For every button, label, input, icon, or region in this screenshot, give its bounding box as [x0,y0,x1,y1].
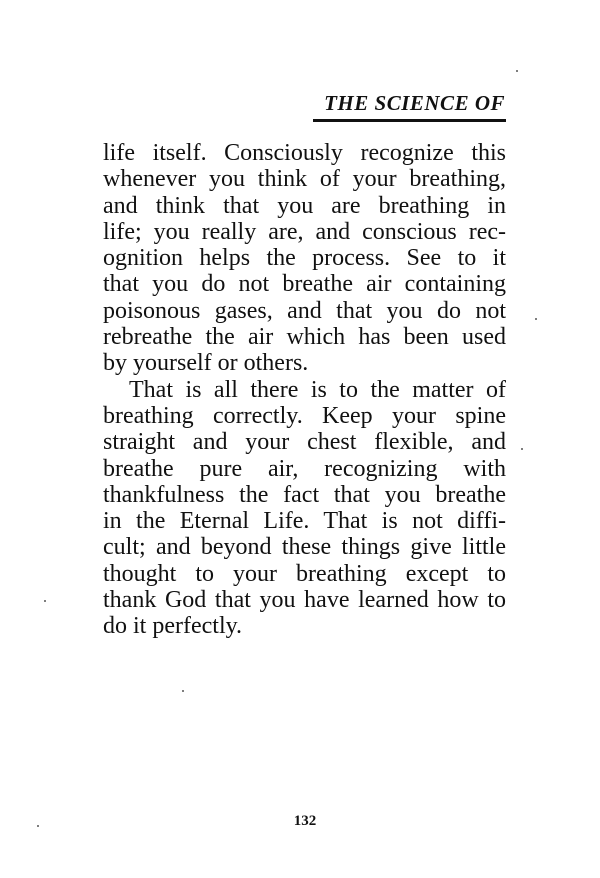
running-title: THE SCIENCE OF [324,91,505,115]
text-line: breathing correctly. Keep your spine [103,402,506,429]
text-line: and think that you are breathing in [103,192,506,219]
text-line: life itself. Consciously recognize this [103,140,506,166]
page-number: 132 [293,813,317,829]
text-line: thought to your breathing except to [103,560,506,587]
text-line: cult; and beyond these things give little [103,534,506,561]
paragraph-1 [103,140,506,377]
text-line: thankfulness the fact that you breathe [103,481,506,508]
scan-speck [521,448,523,450]
header-rule [313,119,506,122]
text-line: rebreathe the air which has been used [103,324,506,351]
text-line: straight and your chest flexible, and [103,429,506,456]
scan-speck [37,825,39,827]
text-line: whenever you think of your breathing, [103,166,506,193]
text-line: breathe pure air, recognizing with [103,455,506,482]
scan-speck [535,318,537,320]
text-line: thank God that you have learned how to [103,587,506,614]
scan-speck [516,70,518,72]
paragraph-2 [103,377,506,640]
text-line: that you do not breathe air containing [103,271,506,298]
text-line: That is all there is to the matter of [129,376,506,403]
text-line: do it perfectly. [103,613,243,640]
page-body [103,140,506,640]
text-line: by yourself or others. [103,350,309,377]
text-line: poisonous gases, and that you do not [103,297,506,324]
text-line: life; you really are, and conscious rec- [103,218,506,245]
text-line: ognition helps the process. See to it [103,245,506,272]
scan-speck [182,690,184,692]
scan-speck [44,600,46,602]
text-line: in the Eternal Life. That is not diffi- [103,508,506,535]
